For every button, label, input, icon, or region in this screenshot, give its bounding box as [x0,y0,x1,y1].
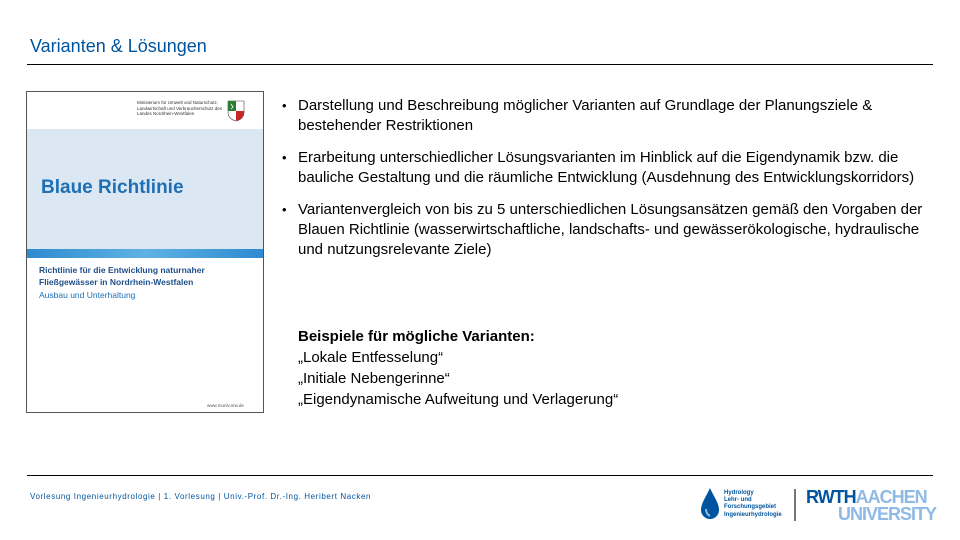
bullet-text: Variantenvergleich von bis zu 5 unterschiedlichen Lösungsansätzen gemäß den Vorgaben der Blauen Richtlinie (wasserwirtschaftliche, landschafts- und gewässerökologische, hydraulische und nutzungsrelevante Ziele) [298,201,923,258]
hydrology-label-line: Lehr- und [724,497,752,504]
water-drop-icon [700,487,720,521]
bullet-item [282,148,932,188]
slide-title: Varianten & Lösungen [30,36,207,56]
header-divider [27,64,933,65]
document-cover-image [26,91,264,413]
examples-heading: Beispiele für mögliche Varianten: [298,328,535,345]
hydrology-label-line: Ingenieurhydrologie [724,511,782,518]
bullet-list [282,96,932,272]
cover-subtitle: Richtlinie für die Entwicklung naturnaher Fließgewässer in Nordrhein-Westfalen [39,265,205,287]
cover-footer-url: www.munlv.nrw.de [207,403,244,408]
cover-subtitle-2: Ausbau und Unterhaltung [39,290,136,300]
bullet-marker: • [282,150,287,165]
hydrology-label-line: Hydrology [724,490,754,496]
bullet-text: Darstellung und Beschreibung möglicher Varianten auf Grundlage der Planungsziele & bestehender Restriktionen [298,97,873,134]
cover-stripe [27,249,263,258]
bullet-marker: • [282,98,287,113]
aachen-logo-text: AACHEN [855,487,927,507]
examples-block [298,326,618,410]
hydrology-label-line: Forschungsgebiet [724,504,777,511]
footer-lecture-text: Vorlesung Ingenieurhydrologie | 1. Vorlesung | Univ.-Prof. Dr.-Ing. Heribert Nacken [30,492,372,501]
bullet-text: Erarbeitung unterschiedlicher Lösungsvarianten im Hinblick auf die Eigendynamik bzw. die bauliche Gestaltung und die räumliche Entwicklung (Ausdehnung des Entwicklungskorridors) [298,149,915,186]
hydrology-logo-text [724,490,782,519]
example-item: „Eigendynamische Aufweitung und Verlagerung“ [298,391,619,408]
bullet-item [282,96,932,136]
rwth-logo-text: RWTH [806,487,856,507]
logo-separator [794,489,796,521]
university-logo-text: UNIVERSITY [838,504,937,524]
bullet-marker: • [282,202,287,217]
coat-of-arms-icon [227,100,245,122]
example-item: „Lokale Entfesselung“ [298,349,444,366]
footer-divider [27,475,933,476]
example-item: „Initiale Nebengerinne“ [298,370,450,387]
cover-ministry-text: Ministerium für Umwelt und Naturschutz, Landwirtschaft und Verbraucherschutz des Landes Nordrhein-Westfalen [137,100,223,117]
cover-title: Blaue Richtlinie [41,177,184,198]
bullet-item [282,200,932,260]
